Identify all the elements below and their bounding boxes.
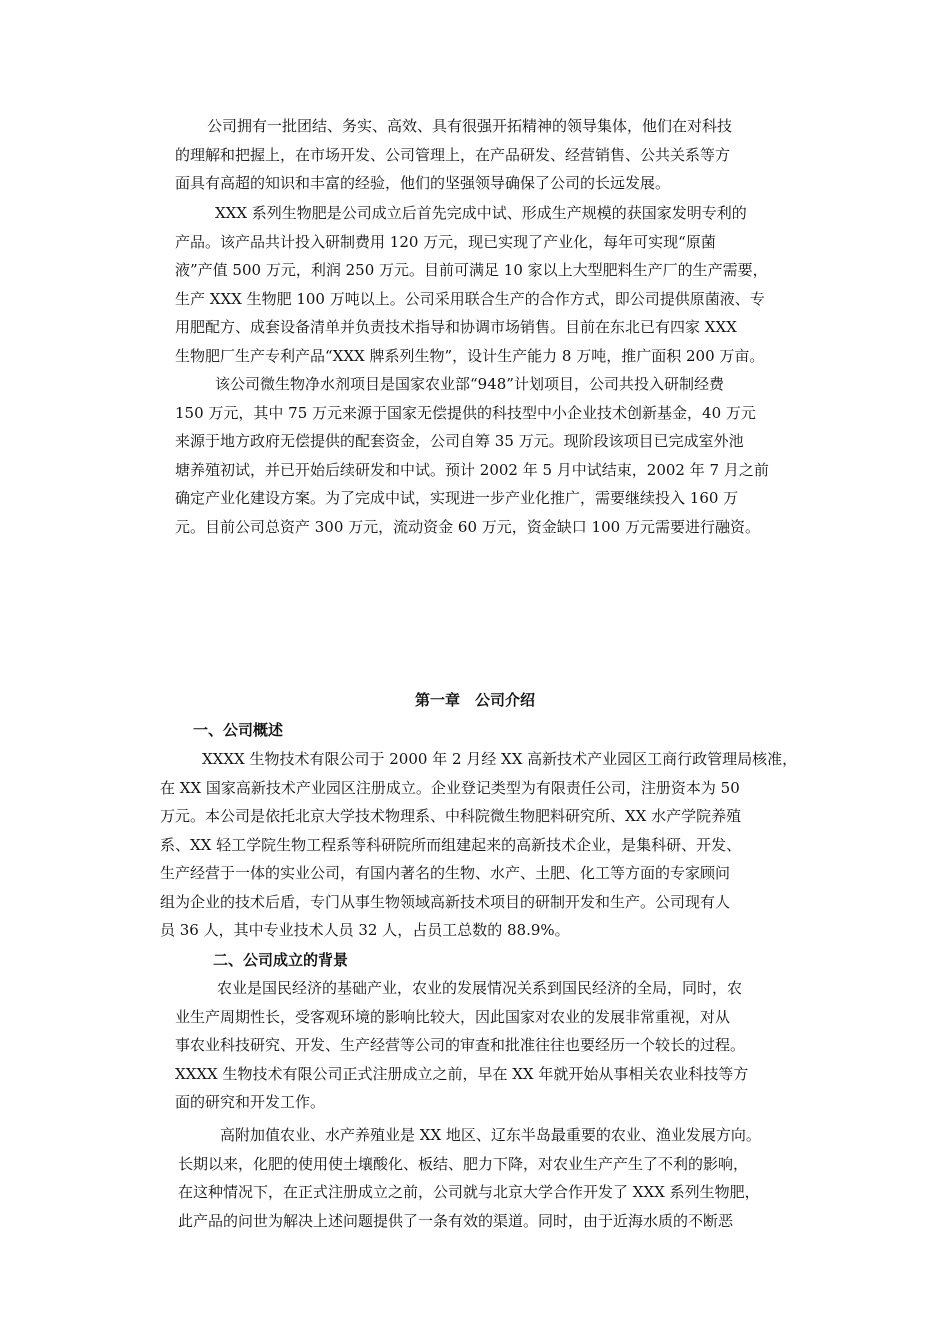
text-line: 生产经营于一体的实业公司，有国内著名的生物、水产、土肥、化工等方面的专家顾问	[160, 864, 731, 882]
text-line: 农业是国民经济的基础产业，农业的发展情况关系到国民经济的全局，同时，农	[217, 979, 743, 997]
text-line: XXXX 生物技术有限公司于 2000 年 2 月经 XX 高新技术产业园区工商行政管理局核准，	[202, 750, 798, 768]
chapter-title: 第一章 公司介绍	[414, 691, 535, 709]
intro-paragraph-2	[175, 199, 768, 370]
text-line: 业生产周期性长，受客观环境的影响比较大，因此国家对农业的发展非常重视，对从	[175, 1007, 731, 1026]
text-line: 产品。该产品共计投入研制费用 120 万元，现已实现了产业化，每年可实现“原菌	[175, 232, 716, 251]
intro-paragraph-1	[175, 112, 732, 198]
section-background-paragraph-1	[175, 974, 748, 1117]
text-line: 该公司微生物净水剂项目是国家农业部“948”计划项目，公司共投入研制经费	[215, 375, 724, 393]
text-line: XXXX 生物技术有限公司正式注册成立之前，早在 XX 年就开始从事相关农业科技等方	[175, 1064, 749, 1083]
text-line: 万元。本公司是依托北京大学技术物理系、中科院微生物肥料研究所、XX 水产学院养殖	[160, 807, 742, 825]
text-line: 用肥配方、成套设备清单并负责技术指导和协调市场销售。目前在东北已有四家 XXX	[175, 318, 737, 336]
text-line: 长期以来，化肥的使用使土壤酸化、板结、肥力下降，对农业生产产生了不利的影响，	[178, 1154, 749, 1173]
section-heading-overview: 一、公司概述	[193, 721, 284, 739]
text-line: 生物肥厂生产专利产品“XXX 牌系列生物”，设计生产能力 8 万吨，推广面积 200 万亩。	[175, 346, 765, 365]
text-line: 液”产值 500 万元，利润 250 万元。目前可满足 10 家以上大型肥料生产厂的生产需要，	[175, 261, 768, 279]
text-line: 系、XX 轻工学院生物工程系等科研院所而组建起来的高新技术企业，是集科研、开发、	[160, 835, 742, 854]
section-heading-background: 二、公司成立的背景	[213, 951, 349, 969]
text-line: 确定产业化建设方案。为了完成中试，实现进一步产业化推广，需要继续投入 160 万	[175, 489, 739, 507]
text-line: 的理解和把握上，在市场开发、公司管理上，在产品研发、经营销售、公共关系等方	[175, 145, 731, 164]
text-line: 事农业科技研究、开发、生产经营等公司的审查和批准往往也要经历一个较长的过程。	[175, 1036, 746, 1054]
intro-paragraph-3	[175, 370, 769, 541]
text-line: 公司拥有一批团结、务实、高效、具有很强开拓精神的领导集体，他们在对科技	[207, 117, 733, 135]
text-line: 员 36 人，其中专业技术人员 32 人，占员工总数的 88.9%。	[160, 921, 570, 939]
text-line: 组为企业的技术后盾，专门从事生物领域高新技术项目的研制开发和生产。公司现有人	[160, 892, 731, 911]
text-line: 来源于地方政府无偿提供的配套资金，公司自筹 35 万元。现阶段该项目已完成室外池	[175, 432, 744, 450]
text-line: 在 XX 国家高新技术产业园区注册成立。企业登记类型为有限责任公司，注册资本为 50	[160, 778, 740, 797]
text-line: 在这种情况下，在正式注册成立之前，公司就与北京大学合作开发了 XXX 系列生物肥，	[178, 1183, 760, 1201]
text-line: 面的研究和开发工作。	[175, 1093, 326, 1111]
text-line: 生产 XXX 生物肥 100 万吨以上。公司采用联合生产的合作方式，即公司提供原菌液、专	[175, 289, 765, 308]
section-overview-body	[160, 745, 797, 945]
text-line: XXX 系列生物肥是公司成立后首先完成中试、形成生产规模的获国家发明专利的	[215, 204, 747, 222]
text-line: 面具有高超的知识和丰富的经验，他们的坚强领导确保了公司的长远发展。	[175, 174, 671, 192]
text-line: 150 万元，其中 75 万元来源于国家无偿提供的科技型中小企业技术创新基金，40 万元	[175, 403, 756, 422]
section-background-paragraph-2	[178, 1121, 761, 1235]
text-line: 高附加值农业、水产养殖业是 XX 地区、辽东半岛最重要的农业、渔业发展方向。	[220, 1126, 761, 1144]
text-line: 塘养殖初试，并已开始后续研发和中试。预计 2002 年 5 月中试结束，2002 年 7 月之前	[175, 460, 769, 479]
text-line: 元。目前公司总资产 300 万元，流动资金 60 万元，资金缺口 100 万元需要进行融资。	[175, 517, 760, 536]
text-line: 此产品的问世为解决上述问题提供了一条有效的渠道。同时，由于近海水质的不断恶	[178, 1211, 734, 1230]
